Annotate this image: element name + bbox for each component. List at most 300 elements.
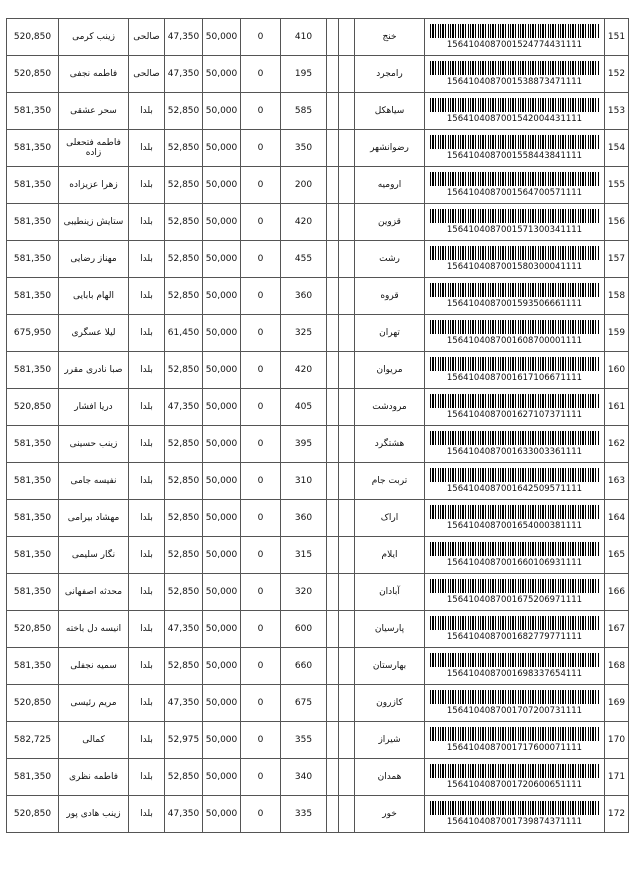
barcode-cell [425, 463, 605, 500]
row-index: 158 [605, 278, 629, 315]
table-row [7, 93, 629, 130]
blank-cell-b [327, 204, 339, 241]
base-amount-cell: 50,000 [203, 574, 241, 611]
type-cell: بلدا [129, 315, 165, 352]
barcode-number: 1564104087001538873471111 [446, 77, 583, 87]
blank-cell-a [339, 352, 355, 389]
total-amount-cell: 581,350 [7, 93, 59, 130]
blank-cell-a [339, 56, 355, 93]
row-index: 169 [605, 685, 629, 722]
base-amount-cell: 50,000 [203, 426, 241, 463]
base-amount-cell: 50,000 [203, 130, 241, 167]
city-cell: رامجرد [355, 56, 425, 93]
fee-cell: 61,450 [165, 315, 203, 352]
barcode-cell [425, 759, 605, 796]
fee-cell: 52,850 [165, 500, 203, 537]
fee-cell: 52,850 [165, 352, 203, 389]
zero-cell: 0 [241, 463, 281, 500]
recipient-name-cell: فاطمه نظری [59, 759, 129, 796]
base-amount-cell: 50,000 [203, 167, 241, 204]
recipient-name-cell: زهرا عزیزاده [59, 167, 129, 204]
barcode-icon [430, 468, 600, 482]
table-row [7, 463, 629, 500]
barcode-cell [425, 56, 605, 93]
blank-cell-b [327, 56, 339, 93]
city-cell: سیاهکل [355, 93, 425, 130]
city-cell: بهارستان [355, 648, 425, 685]
city-cell: کازرون [355, 685, 425, 722]
blank-cell-a [339, 463, 355, 500]
table-row [7, 389, 629, 426]
type-cell: بلدا [129, 796, 165, 833]
total-amount-cell: 520,850 [7, 19, 59, 56]
type-cell: بلدا [129, 389, 165, 426]
blank-cell-a [339, 130, 355, 167]
barcode-icon [430, 394, 600, 408]
barcode-icon [430, 24, 600, 38]
row-index: 163 [605, 463, 629, 500]
fee-cell: 52,850 [165, 463, 203, 500]
total-amount-cell: 581,350 [7, 167, 59, 204]
table-row [7, 426, 629, 463]
recipient-name-cell: صبا نادری مقرر [59, 352, 129, 389]
type-cell: صالحی [129, 56, 165, 93]
blank-cell-a [339, 537, 355, 574]
barcode-cell [425, 352, 605, 389]
table-row [7, 167, 629, 204]
weight-cell: 355 [281, 722, 327, 759]
recipient-name-cell: زینب حسینی [59, 426, 129, 463]
barcode-icon [430, 320, 600, 334]
zero-cell: 0 [241, 759, 281, 796]
zero-cell: 0 [241, 389, 281, 426]
blank-cell-a [339, 389, 355, 426]
fee-cell: 52,850 [165, 759, 203, 796]
table-row [7, 537, 629, 574]
type-cell: بلدا [129, 685, 165, 722]
total-amount-cell: 520,850 [7, 796, 59, 833]
base-amount-cell: 50,000 [203, 463, 241, 500]
barcode-cell [425, 315, 605, 352]
barcode-cell [425, 389, 605, 426]
fee-cell: 52,850 [165, 426, 203, 463]
type-cell: بلدا [129, 722, 165, 759]
barcode-number: 1564104087001627107371111 [446, 410, 583, 420]
blank-cell-a [339, 315, 355, 352]
blank-cell-a [339, 19, 355, 56]
barcode-number: 1564104087001558443841111 [446, 151, 583, 161]
blank-cell-a [339, 278, 355, 315]
row-index: 162 [605, 426, 629, 463]
table-body [7, 19, 629, 833]
city-cell: قزوین [355, 204, 425, 241]
weight-cell: 340 [281, 759, 327, 796]
zero-cell: 0 [241, 278, 281, 315]
table-row [7, 241, 629, 278]
table-row [7, 685, 629, 722]
barcode-cell [425, 167, 605, 204]
total-amount-cell: 581,350 [7, 241, 59, 278]
weight-cell: 325 [281, 315, 327, 352]
zero-cell: 0 [241, 426, 281, 463]
weight-cell: 195 [281, 56, 327, 93]
table-row [7, 130, 629, 167]
type-cell: بلدا [129, 463, 165, 500]
blank-cell-b [327, 685, 339, 722]
recipient-name-cell: دریا افشار [59, 389, 129, 426]
zero-cell: 0 [241, 204, 281, 241]
row-index: 167 [605, 611, 629, 648]
zero-cell: 0 [241, 130, 281, 167]
weight-cell: 585 [281, 93, 327, 130]
base-amount-cell: 50,000 [203, 537, 241, 574]
blank-cell-a [339, 167, 355, 204]
fee-cell: 47,350 [165, 56, 203, 93]
barcode-cell [425, 648, 605, 685]
total-amount-cell: 581,350 [7, 759, 59, 796]
blank-cell-b [327, 648, 339, 685]
city-cell: خنج [355, 19, 425, 56]
barcode-cell [425, 426, 605, 463]
total-amount-cell: 581,350 [7, 426, 59, 463]
barcode-number: 1564104087001707200731111 [446, 706, 583, 716]
blank-cell-a [339, 241, 355, 278]
fee-cell: 52,975 [165, 722, 203, 759]
base-amount-cell: 50,000 [203, 685, 241, 722]
blank-cell-b [327, 352, 339, 389]
barcode-icon [430, 172, 600, 186]
type-cell: بلدا [129, 93, 165, 130]
row-index: 164 [605, 500, 629, 537]
barcode-cell [425, 796, 605, 833]
barcode-number: 1564104087001717600071111 [446, 743, 583, 753]
city-cell: رضوانشهر [355, 130, 425, 167]
blank-cell-b [327, 389, 339, 426]
barcode-icon [430, 579, 600, 593]
row-index: 153 [605, 93, 629, 130]
base-amount-cell: 50,000 [203, 611, 241, 648]
blank-cell-b [327, 722, 339, 759]
row-index: 157 [605, 241, 629, 278]
barcode-cell [425, 574, 605, 611]
total-amount-cell: 581,350 [7, 537, 59, 574]
blank-cell-a [339, 648, 355, 685]
fee-cell: 47,350 [165, 611, 203, 648]
blank-cell-a [339, 722, 355, 759]
type-cell: بلدا [129, 352, 165, 389]
blank-cell-b [327, 315, 339, 352]
total-amount-cell: 581,350 [7, 500, 59, 537]
table-row [7, 759, 629, 796]
base-amount-cell: 50,000 [203, 500, 241, 537]
type-cell: بلدا [129, 130, 165, 167]
barcode-number: 1564104087001564700571111 [446, 188, 583, 198]
recipient-name-cell: نفیسه جامی [59, 463, 129, 500]
barcode-icon [430, 690, 600, 704]
blank-cell-b [327, 611, 339, 648]
barcode-icon [430, 431, 600, 445]
row-index: 161 [605, 389, 629, 426]
row-index: 159 [605, 315, 629, 352]
type-cell: بلدا [129, 537, 165, 574]
row-index: 165 [605, 537, 629, 574]
barcode-cell [425, 19, 605, 56]
recipient-name-cell: فاطمه نجفی [59, 56, 129, 93]
fee-cell: 47,350 [165, 796, 203, 833]
row-index: 160 [605, 352, 629, 389]
zero-cell: 0 [241, 796, 281, 833]
type-cell: بلدا [129, 759, 165, 796]
table-row [7, 500, 629, 537]
barcode-icon [430, 246, 600, 260]
table-row [7, 19, 629, 56]
row-index: 172 [605, 796, 629, 833]
barcode-number: 1564104087001698337654111 [446, 669, 583, 679]
shipment-table [6, 18, 629, 833]
type-cell: بلدا [129, 648, 165, 685]
barcode-number: 1564104087001580300041111 [446, 262, 583, 272]
row-index: 156 [605, 204, 629, 241]
total-amount-cell: 675,950 [7, 315, 59, 352]
zero-cell: 0 [241, 19, 281, 56]
row-index: 166 [605, 574, 629, 611]
weight-cell: 315 [281, 537, 327, 574]
city-cell: خور [355, 796, 425, 833]
weight-cell: 660 [281, 648, 327, 685]
barcode-cell [425, 537, 605, 574]
type-cell: بلدا [129, 426, 165, 463]
base-amount-cell: 50,000 [203, 352, 241, 389]
weight-cell: 200 [281, 167, 327, 204]
type-cell: بلدا [129, 574, 165, 611]
base-amount-cell: 50,000 [203, 648, 241, 685]
blank-cell-b [327, 93, 339, 130]
barcode-number: 1564104087001633003361111 [446, 447, 583, 457]
recipient-name-cell: انیسه دل باخته [59, 611, 129, 648]
recipient-name-cell: کمالی [59, 722, 129, 759]
recipient-name-cell: لیلا عسگری [59, 315, 129, 352]
recipient-name-cell: سمیه نجفلی [59, 648, 129, 685]
table-row [7, 648, 629, 685]
barcode-cell [425, 685, 605, 722]
barcode-cell [425, 500, 605, 537]
total-amount-cell: 581,350 [7, 463, 59, 500]
total-amount-cell: 581,350 [7, 648, 59, 685]
type-cell: صالحی [129, 19, 165, 56]
base-amount-cell: 50,000 [203, 19, 241, 56]
barcode-cell [425, 278, 605, 315]
type-cell: بلدا [129, 167, 165, 204]
zero-cell: 0 [241, 500, 281, 537]
barcode-number: 1564104087001571300341111 [446, 225, 583, 235]
city-cell: هشتگرد [355, 426, 425, 463]
barcode-icon [430, 542, 600, 556]
barcode-icon [430, 135, 600, 149]
type-cell: بلدا [129, 611, 165, 648]
blank-cell-a [339, 204, 355, 241]
blank-cell-b [327, 537, 339, 574]
row-index: 168 [605, 648, 629, 685]
base-amount-cell: 50,000 [203, 278, 241, 315]
blank-cell-a [339, 426, 355, 463]
fee-cell: 47,350 [165, 685, 203, 722]
barcode-icon [430, 727, 600, 741]
base-amount-cell: 50,000 [203, 315, 241, 352]
weight-cell: 455 [281, 241, 327, 278]
barcode-number: 1564104087001675206971111 [446, 595, 583, 605]
barcode-icon [430, 61, 600, 75]
fee-cell: 52,850 [165, 278, 203, 315]
blank-cell-a [339, 759, 355, 796]
city-cell: تهران [355, 315, 425, 352]
zero-cell: 0 [241, 574, 281, 611]
city-cell: ارومیه [355, 167, 425, 204]
blank-cell-a [339, 574, 355, 611]
zero-cell: 0 [241, 722, 281, 759]
weight-cell: 395 [281, 426, 327, 463]
barcode-number: 1564104087001739874371111 [446, 817, 583, 827]
fee-cell: 52,850 [165, 648, 203, 685]
barcode-icon [430, 801, 600, 815]
barcode-icon [430, 209, 600, 223]
city-cell: آبادان [355, 574, 425, 611]
blank-cell-b [327, 500, 339, 537]
barcode-number: 1564104087001660106931111 [446, 558, 583, 568]
fee-cell: 47,350 [165, 389, 203, 426]
city-cell: اراک [355, 500, 425, 537]
fee-cell: 52,850 [165, 204, 203, 241]
table-row [7, 722, 629, 759]
weight-cell: 360 [281, 500, 327, 537]
base-amount-cell: 50,000 [203, 389, 241, 426]
weight-cell: 420 [281, 204, 327, 241]
blank-cell-a [339, 93, 355, 130]
blank-cell-b [327, 167, 339, 204]
recipient-name-cell: الهام بابایی [59, 278, 129, 315]
city-cell: مریوان [355, 352, 425, 389]
blank-cell-b [327, 241, 339, 278]
barcode-cell [425, 611, 605, 648]
zero-cell: 0 [241, 241, 281, 278]
fee-cell: 52,850 [165, 574, 203, 611]
fee-cell: 52,850 [165, 241, 203, 278]
recipient-name-cell: نگار سلیمی [59, 537, 129, 574]
weight-cell: 410 [281, 19, 327, 56]
blank-cell-a [339, 500, 355, 537]
table-row [7, 278, 629, 315]
weight-cell: 310 [281, 463, 327, 500]
barcode-icon [430, 616, 600, 630]
barcode-number: 1564104087001642509571111 [446, 484, 583, 494]
recipient-name-cell: محدثه اصفهانی [59, 574, 129, 611]
zero-cell: 0 [241, 315, 281, 352]
barcode-number: 1564104087001682779771111 [446, 632, 583, 642]
recipient-name-cell: زینب هادی پور [59, 796, 129, 833]
shipment-sheet [6, 18, 626, 833]
base-amount-cell: 50,000 [203, 56, 241, 93]
total-amount-cell: 582,725 [7, 722, 59, 759]
total-amount-cell: 520,850 [7, 685, 59, 722]
fee-cell: 52,850 [165, 167, 203, 204]
blank-cell-b [327, 796, 339, 833]
row-index: 151 [605, 19, 629, 56]
fee-cell: 47,350 [165, 19, 203, 56]
blank-cell-b [327, 19, 339, 56]
blank-cell-b [327, 426, 339, 463]
barcode-number: 1564104087001720600651111 [446, 780, 583, 790]
barcode-number: 1564104087001593506661111 [446, 299, 583, 309]
blank-cell-a [339, 685, 355, 722]
weight-cell: 675 [281, 685, 327, 722]
barcode-icon [430, 764, 600, 778]
weight-cell: 600 [281, 611, 327, 648]
barcode-cell [425, 241, 605, 278]
recipient-name-cell: ستایش زینطیبی [59, 204, 129, 241]
blank-cell-a [339, 611, 355, 648]
table-row [7, 315, 629, 352]
fee-cell: 52,850 [165, 130, 203, 167]
zero-cell: 0 [241, 611, 281, 648]
city-cell: مرودشت [355, 389, 425, 426]
city-cell: قروه [355, 278, 425, 315]
row-index: 171 [605, 759, 629, 796]
recipient-name-cell: مهناز رضایی [59, 241, 129, 278]
total-amount-cell: 581,350 [7, 278, 59, 315]
weight-cell: 320 [281, 574, 327, 611]
total-amount-cell: 581,350 [7, 204, 59, 241]
recipient-name-cell: فاطمه فتحعلی زاده [59, 130, 129, 167]
row-index: 155 [605, 167, 629, 204]
barcode-number: 1564104087001608700001111 [446, 336, 583, 346]
row-index: 152 [605, 56, 629, 93]
recipient-name-cell: سحر عشقی [59, 93, 129, 130]
total-amount-cell: 520,850 [7, 389, 59, 426]
weight-cell: 335 [281, 796, 327, 833]
barcode-number: 1564104087001542004431111 [446, 114, 583, 124]
blank-cell-b [327, 759, 339, 796]
barcode-icon [430, 357, 600, 371]
base-amount-cell: 50,000 [203, 93, 241, 130]
type-cell: بلدا [129, 500, 165, 537]
barcode-number: 1564104087001654000381111 [446, 521, 583, 531]
total-amount-cell: 520,850 [7, 56, 59, 93]
barcode-icon [430, 505, 600, 519]
barcode-number: 1564104087001617106671111 [446, 373, 583, 383]
base-amount-cell: 50,000 [203, 241, 241, 278]
fee-cell: 52,850 [165, 537, 203, 574]
base-amount-cell: 50,000 [203, 796, 241, 833]
total-amount-cell: 520,850 [7, 611, 59, 648]
barcode-icon [430, 653, 600, 667]
base-amount-cell: 50,000 [203, 759, 241, 796]
barcode-icon [430, 283, 600, 297]
recipient-name-cell: مهشاد بیرامی [59, 500, 129, 537]
blank-cell-b [327, 130, 339, 167]
fee-cell: 52,850 [165, 93, 203, 130]
table-row [7, 611, 629, 648]
type-cell: بلدا [129, 278, 165, 315]
blank-cell-a [339, 796, 355, 833]
city-cell: پارسیان [355, 611, 425, 648]
zero-cell: 0 [241, 167, 281, 204]
table-row [7, 574, 629, 611]
barcode-cell [425, 204, 605, 241]
total-amount-cell: 581,350 [7, 574, 59, 611]
zero-cell: 0 [241, 93, 281, 130]
blank-cell-b [327, 463, 339, 500]
zero-cell: 0 [241, 648, 281, 685]
zero-cell: 0 [241, 352, 281, 389]
